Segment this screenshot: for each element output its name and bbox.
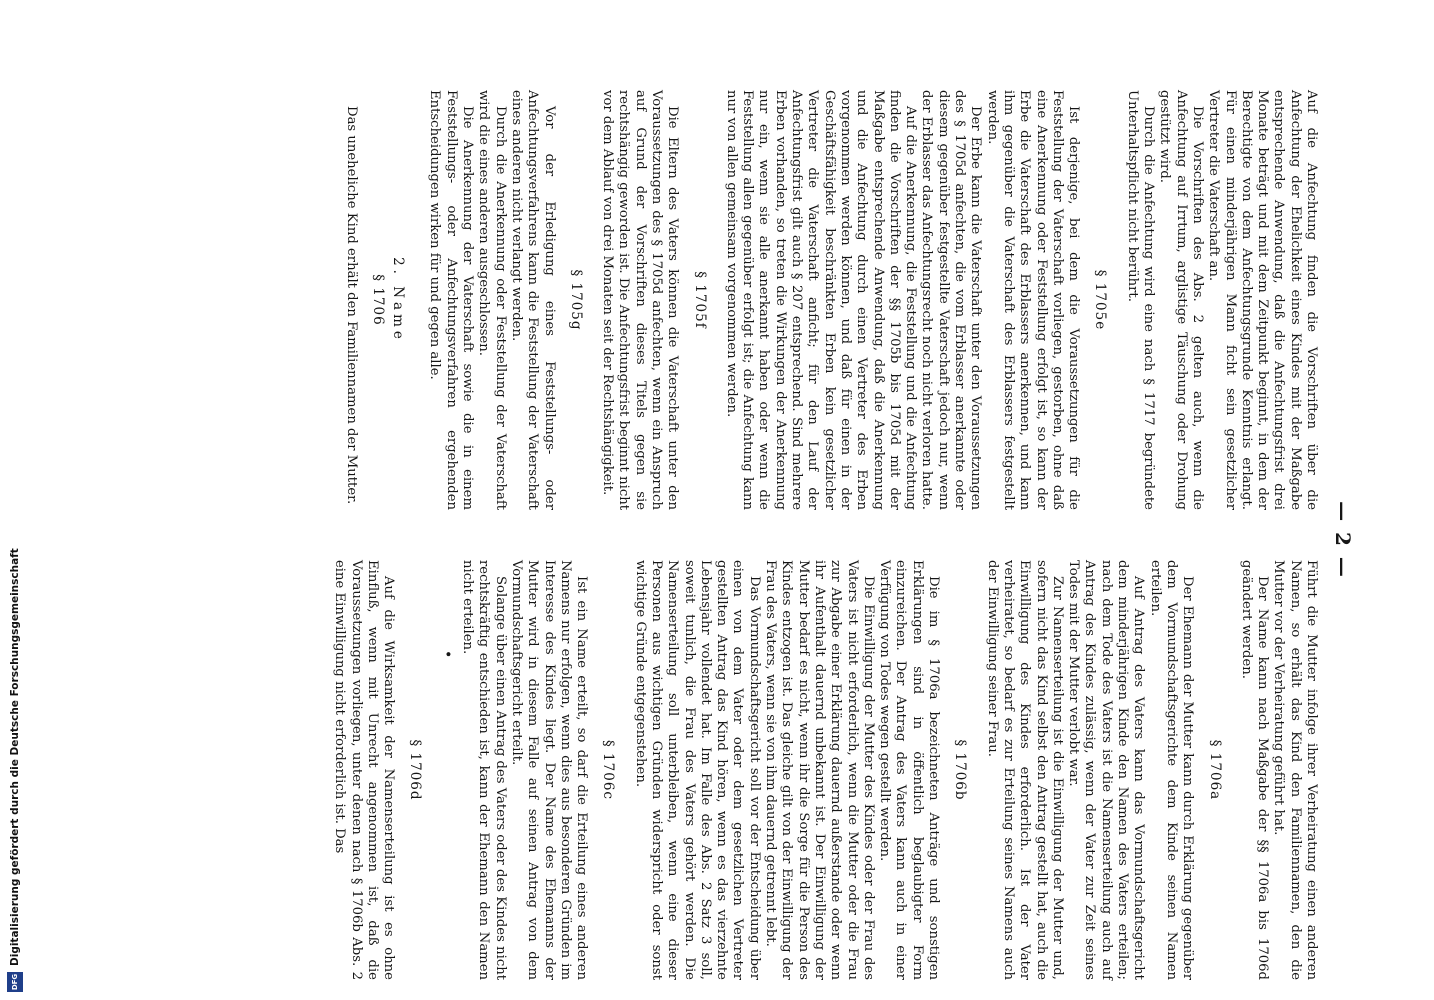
funding-notice: Digitalisierung gefördert durch die Deutsche Forschungsgemeinschaft	[9, 548, 21, 966]
right-column	[331, 560, 1319, 980]
paragraph: Durch die Anerkennung oder Feststellung der Vaterschaft wird die eines anderen ausgeschlossen.	[476, 90, 508, 510]
paragraph: Durch die Anfechtung wird eine nach § 1717 begründete Unterhaltspflicht nicht berührt.	[1124, 90, 1157, 510]
paragraph: Auf die Anerkennung, die Feststellung und die Anfechtung finden die Vorschriften der §§ 1705b bis 1705d mit der Maßgabe entsprechende Anwendung, daß die Anerkennung und die Anfechtung durch einen Vertreter des Erben vorgenommen werden können, und daß für einen in der Geschäftsfähigkeit beschränkten Erben kein gesetzlicher Vertreter die Vaterschaft anficht; für den Lauf der Anfechtungsfrist gilt auch § 207 entsprechend. Sind mehrere Erben vorhanden, so treten die Wirkungen der Anerkennung nur ein, wenn sie alle anerkannt haben oder wenn die Feststellung allen gegenüber erfolgt ist; die Anfechtung kann nur von allen gemeinsam vorgenommen werden.	[723, 90, 919, 510]
section-heading: § 1706	[369, 274, 386, 326]
paragraph: Der Name kann nach Maßgabe der §§ 1706a bis 1706d geändert werden.	[1238, 560, 1271, 980]
paragraph: Das uneheliche Kind erhält den Familiennamen der Mutter.	[343, 106, 359, 505]
paragraph: Solange über einen Antrag des Vaters oder des Kindes nicht rechtskräftig entschieden ist, kann der Ehemann den Namen nicht erteilen.	[460, 560, 508, 980]
paragraph: Auf die Wirksamkeit der Namenserteilung ist es ohne Einfluß, wenn mit Unrecht angenommen ist, daß die Voraussetzungen vorliegen, unter denen nach § 1706b Abs. 2 eine Einwilligung nicht erforderlich ist. Das	[332, 560, 397, 980]
paragraph: Die Einwilligung der Mutter des Kindes oder der Frau des Vaters ist nicht erforderlich, wenn die Mutter oder die Frau zur Abgabe einer Erklärung dauernd außerstande oder wenn ihr Aufenthalt dauernd unbekannt ist. Der Einwilligung der Mutter bedarf es nicht, wenn ihr die Sorge für die Person des Kindes entzogen ist. Das gleiche gilt von der Einwilligung der Frau des Vaters, wenn sie von ihm dauernd getrennt lebt.	[763, 560, 876, 980]
paragraph: Die Vorschriften des Abs. 2 gelten auch, wenn die Anfechtung auf Irrtum, arglistige Täuschung oder Drohung gestützt wird.	[1157, 90, 1205, 510]
paragraph: Auf die Anfechtung finden die Vorschriften über die Anfechtung der Ehelichkeit eines Kindes mit der Maßgabe entsprechende Anwendung, daß die Anfechtungsfrist drei Monate beträgt und mit dem Zeitpunkt beginnt, in dem der Berechtigte von dem Anfechtungsgrunde Kenntnis erlangt. Für einen minderjährigen Mann ficht sein gesetzlicher Vertreter die Vaterschaft an.	[1206, 90, 1319, 510]
section-heading: § 1705e	[1092, 269, 1109, 331]
section-heading: § 1705g	[567, 269, 584, 331]
section-heading: § 1705f	[691, 271, 708, 329]
paragraph: Der Ehemann der Mutter kann durch Erklärung gegenüber dem Vormundschaftsgerichte dem Kinde seinen Namen erteilen.	[1147, 560, 1196, 980]
paragraph: Die Anerkennung der Vaterschaft sowie die in einem Feststellungs- oder Anfechtungsverfahren ergehenden Entscheidungen wirken für und gegen alle.	[427, 90, 476, 510]
paragraph: Die Eltern des Vaters können die Vaterschaft unter den Voraussetzungen des § 1705d anfechten, wenn ein Anspruch auf Grund der Vorschriften dieses Titels gegen sie rechtshängig geworden ist. Die Anfechtungsfrist beginnt nicht vor dem Ablauf von drei Monaten seit der Rechtshängigkeit.	[600, 90, 681, 510]
ink-dot: •	[438, 650, 455, 659]
section-heading: § 1706c	[600, 740, 617, 800]
paragraph: Das Vormundschaftsgericht soll vor der Entscheidung über einen von dem Vater oder dem gesetzlichen Vertreter gestellten Antrag das Kind hören, wenn es das vierzehnte Lebensjahr vollendet hat. Im Falle des Abs. 2 Satz 3 soll, soweit tunlich, die Frau des Vaters gehört werden. Die Namenserteilung soll unterbleiben, wenn eine dieser Personen aus wichtigen Gründen widerspricht oder sonst wichtige Gründe entgegenstehen.	[632, 560, 762, 980]
section-heading: § 1706d	[407, 739, 424, 801]
paragraph: Ist ein Name erteilt, so darf die Erteilung eines anderen Namens nur erfolgen, wenn dies aus besonderen Gründen im Interesse des Kindes liegt. Der Name des Ehemanns der Mutter wird in diesem Falle auf seinen Antrag von dem Vormundschaftsgericht erteilt.	[508, 560, 590, 980]
section-heading: § 1706b	[952, 739, 969, 801]
paragraph: Führt die Mutter infolge ihrer Verheiratung einen anderen Namen, so erhält das Kind den Familiennamen, den die Mutter vor der Verheiratung geführt hat.	[1271, 560, 1319, 980]
page-number: — 2 —	[1331, 501, 1355, 579]
funding-footer	[0, 0, 30, 1000]
subsection-heading: 2. Name	[390, 257, 407, 343]
paragraph: Der Erbe kann die Vaterschaft unter den Voraussetzungen des § 1705d anfechten, die vom Erblasser anerkannte oder diesem gegenüber festgestellte Vaterschaft jedoch nur, wenn der Erblasser das Anfechtungsrecht noch nicht verloren hatte.	[919, 90, 984, 510]
paragraph: Ist derjenige, bei dem die Voraussetzungen für die Feststellung der Vaterschaft vorliegen, gestorben, ohne daß eine Anerkennung oder Feststellung erfolgt ist, so kann der Erbe die Vaterschaft des Erblassers anerkennen, und kann ihm gegenüber die Vaterschaft des Erblassers festgestellt werden.	[984, 90, 1082, 510]
left-column	[342, 90, 1319, 510]
paragraph: Die im § 1706a bezeichneten Anträge und sonstigen Erklärungen sind in öffentlich beglaubigter Form einzureichen. Der Antrag des Vaters kann auch in einer Verfügung von Todes wegen gestellt werden.	[877, 560, 942, 980]
section-heading: § 1706a	[1206, 739, 1223, 801]
paragraph: Zur Namenserteilung ist die Einwilligung der Mutter und, sofern nicht das Kind selbst den Antrag gestellt hat, auch die Einwilligung des Kindes erforderlich. Ist der Vater verheiratet, so bedarf es zur Erteilung seines Namens auch der Einwilligung seiner Frau.	[984, 560, 1065, 980]
paragraph: Auf Antrag des Vaters kann das Vormundschaftsgericht dem minderjährigen Kinde den Namen des Vaters erteilen; nach dem Tode des Vaters ist die Namenserteilung auch auf Antrag des Kindes zulässig, wenn der Vater zur Zeit seines Todes mit der Mutter verlobt war.	[1066, 560, 1147, 980]
paragraph: Vor der Erledigung eines Feststellungs- oder Anfechtungsverfahrens kann die Feststellung der Vaterschaft eines anderen nicht verlangt werden.	[508, 90, 557, 510]
dfg-logo: DFG	[7, 972, 23, 992]
document-page	[85, 70, 1355, 1000]
